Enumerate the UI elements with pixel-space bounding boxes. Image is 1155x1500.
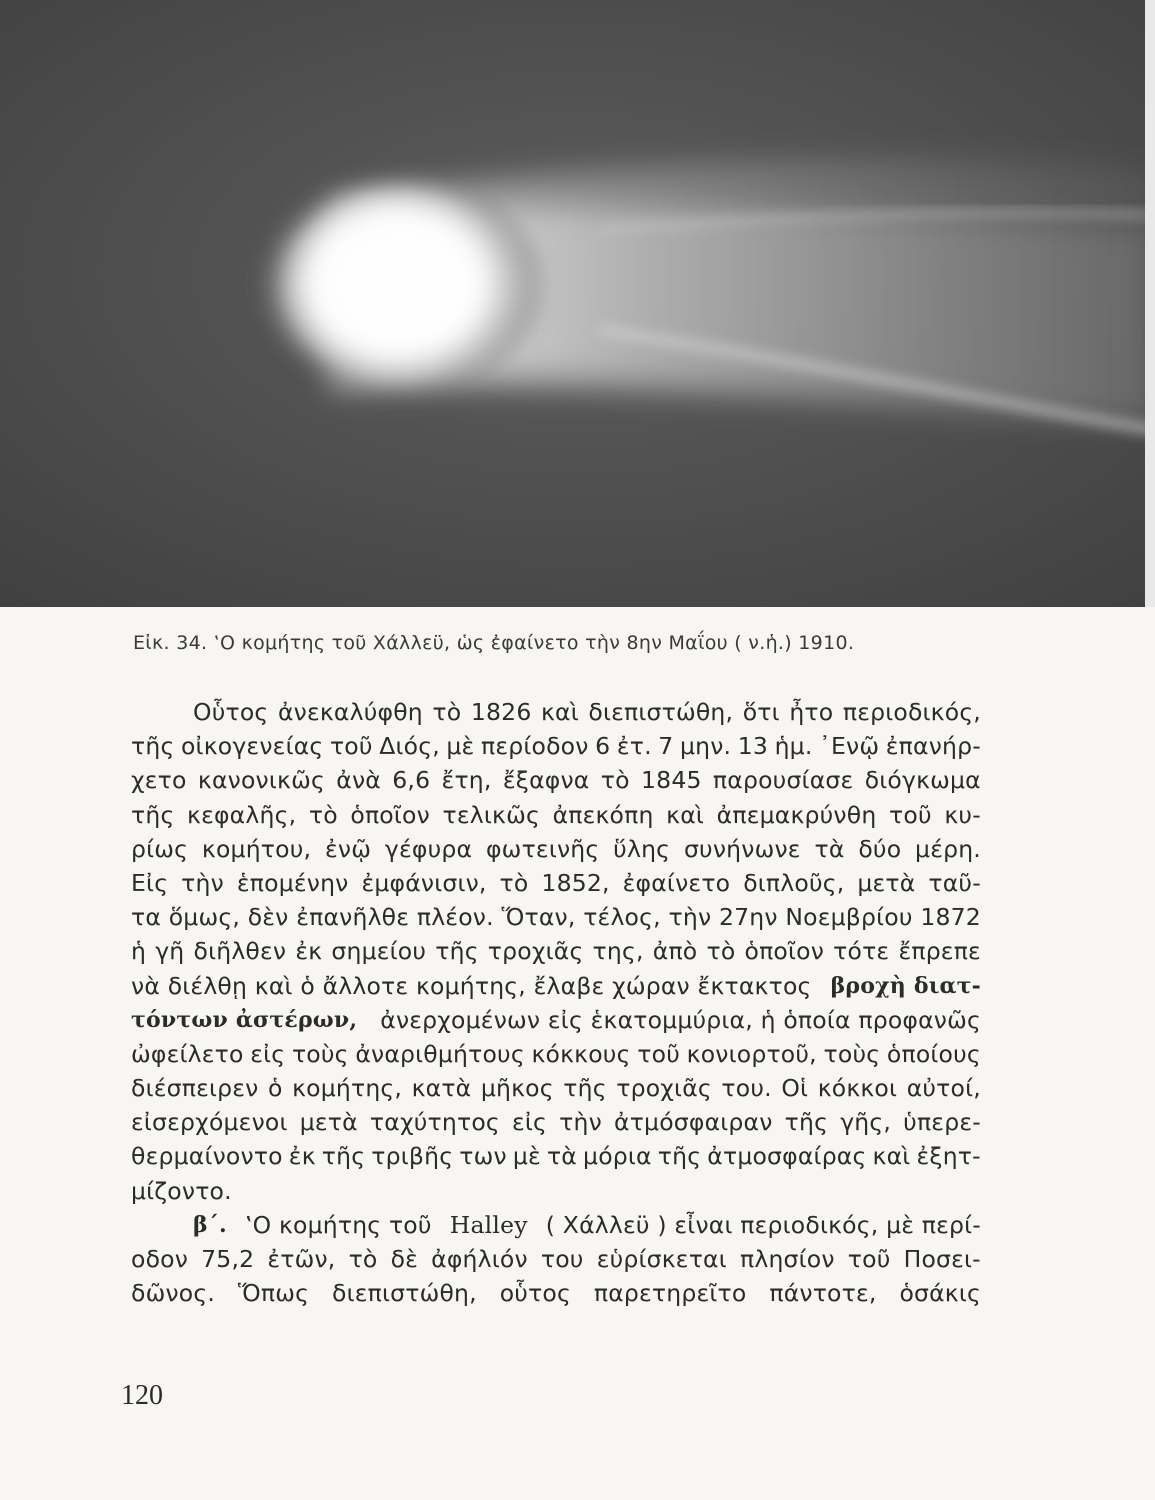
word: του bbox=[540, 1245, 584, 1273]
word: 6,6 bbox=[392, 766, 431, 795]
word: πάντοτε, bbox=[769, 1279, 877, 1308]
word: κανονικῶς bbox=[197, 766, 325, 795]
text-line bbox=[131, 729, 981, 763]
word: συνήνωνε bbox=[683, 834, 801, 863]
word: φωτεινῆς bbox=[485, 834, 600, 863]
word: μὲ bbox=[512, 1142, 541, 1171]
word: χετο bbox=[131, 766, 187, 795]
word: διεπιστώθη, bbox=[332, 1279, 477, 1308]
word: 7 bbox=[658, 732, 674, 761]
word: τότε bbox=[833, 937, 890, 966]
word: οδον bbox=[131, 1245, 189, 1273]
word: ἐξητ- bbox=[916, 1142, 981, 1171]
word: ἀπεμακρύνθη bbox=[716, 800, 877, 829]
word: τῆς bbox=[435, 937, 479, 966]
word: εἰς bbox=[512, 1108, 548, 1137]
word: τὸ bbox=[348, 1245, 378, 1273]
word: τριβῆς bbox=[371, 1142, 454, 1171]
word: ᾿Ενῷ bbox=[819, 732, 880, 761]
word: οὗτος bbox=[499, 1279, 571, 1308]
word: 1872 bbox=[920, 903, 981, 932]
bold-term: τόντων ἀστέρων, bbox=[131, 1006, 358, 1033]
word: ἐτ. bbox=[616, 732, 652, 761]
word: Εἰς bbox=[131, 868, 169, 897]
word: οἰκογενείας bbox=[180, 732, 324, 761]
word: ἔπρεπε bbox=[898, 937, 981, 966]
word: ἐκ bbox=[288, 1142, 316, 1171]
word: δύο bbox=[858, 834, 902, 863]
word: διπλοῦς, bbox=[743, 868, 845, 897]
word: ταχύτητος bbox=[369, 1108, 500, 1137]
word: πλησίον bbox=[739, 1245, 835, 1273]
word: ἐπανήρ- bbox=[885, 732, 981, 761]
word: τὴν bbox=[668, 903, 712, 932]
word: ἀνὰ bbox=[336, 766, 381, 795]
word: τὸ bbox=[706, 937, 736, 966]
text-line bbox=[131, 1037, 981, 1071]
word: τροχιᾶς bbox=[487, 937, 584, 966]
word: διῆλθεν bbox=[193, 937, 287, 966]
word: μόρια bbox=[583, 1142, 652, 1171]
word: δῶνος. bbox=[131, 1279, 216, 1308]
word: τοῦ bbox=[889, 800, 932, 829]
text-line bbox=[131, 1003, 981, 1037]
text-line bbox=[131, 900, 981, 934]
word: τὰ bbox=[546, 1142, 577, 1171]
word: γῆς, bbox=[840, 1108, 892, 1137]
word: τῆς bbox=[131, 800, 175, 829]
word: ὅμως, bbox=[168, 903, 241, 932]
word: ἐμφάνισιν, bbox=[361, 868, 487, 897]
paragraph-marker: β΄. bbox=[193, 1211, 227, 1238]
word: ἔτη, bbox=[441, 766, 492, 795]
word: ἡμ. bbox=[774, 732, 813, 761]
word: ἐπανῆλθε bbox=[296, 903, 410, 932]
word: Διός, bbox=[379, 732, 440, 761]
word: ὁποίους bbox=[886, 1039, 981, 1068]
word: τελικῶς bbox=[442, 800, 540, 829]
word: κομήτου, bbox=[201, 834, 312, 863]
word: ἔξαφνα bbox=[502, 766, 590, 795]
word: δὲν bbox=[247, 903, 289, 932]
word: τέλος, bbox=[583, 903, 661, 932]
text-segment: ‛Ο κομήτης τοῦ bbox=[244, 1210, 432, 1239]
word: τὴν bbox=[181, 868, 224, 897]
word: του. bbox=[721, 1074, 772, 1103]
word: τοῦ bbox=[637, 1039, 680, 1068]
word: τῆς bbox=[784, 1108, 829, 1137]
word: ταῦ- bbox=[928, 868, 981, 897]
word: ὁποῖον bbox=[744, 937, 825, 966]
word: ὠφείλετο bbox=[131, 1039, 244, 1068]
word: τὴν bbox=[559, 1108, 602, 1137]
word: ἐτῶν, bbox=[267, 1245, 336, 1273]
word: κονιορτοῦ, bbox=[686, 1039, 817, 1068]
halley-name: Halley bbox=[449, 1210, 528, 1239]
word: ἀπὸ bbox=[652, 937, 698, 966]
word: τῆς bbox=[563, 1074, 607, 1103]
word: ὕλης bbox=[613, 834, 671, 863]
text-segment: ( Χάλλεϋ ) εἶναι περιοδικός, μὲ περί- bbox=[545, 1210, 981, 1239]
word: μην. bbox=[679, 732, 732, 761]
photo-page-margin bbox=[1145, 0, 1155, 607]
text-line bbox=[131, 969, 981, 1003]
text-line bbox=[131, 832, 981, 866]
word: ἀτμόσφαιραν bbox=[614, 1108, 773, 1137]
word: Νοεμβρίου bbox=[785, 903, 913, 932]
word: καὶ bbox=[540, 698, 579, 726]
text-line bbox=[131, 1208, 981, 1242]
word: γῆ bbox=[155, 937, 185, 966]
figure-caption: Εἰκ. 34. ‛Ο κομήτης τοῦ Χάλλεϋ, ὡς ἐφαίνετο τὴν 8ην Μαΐου ( ν.ἡ.) 1910. bbox=[133, 632, 855, 654]
word: ἀφήλιόν bbox=[431, 1245, 528, 1273]
word: 13 bbox=[737, 732, 769, 761]
text-segment: ἀνερχομένων εἰς ἑκατομμύρια, ἡ ὁποία προφανῶς bbox=[380, 1005, 981, 1034]
word: διόγκωμα bbox=[864, 766, 981, 795]
word: σημείου bbox=[331, 937, 427, 966]
word: τὰ bbox=[814, 834, 845, 863]
page-number: 120 bbox=[121, 1380, 163, 1411]
body-text bbox=[131, 695, 981, 1310]
word: ἡ bbox=[131, 937, 147, 966]
word: ἀπεκόπη bbox=[552, 800, 654, 829]
comet-halley-image bbox=[0, 0, 1155, 607]
text-line bbox=[131, 695, 981, 729]
word: 27ην bbox=[718, 903, 778, 932]
word: τοῦ bbox=[847, 1245, 891, 1273]
text-line: μίζοντο. bbox=[131, 1176, 232, 1205]
word: πλέον. bbox=[416, 903, 494, 932]
text-line bbox=[131, 866, 981, 900]
word: ὁποῖον bbox=[350, 800, 430, 829]
word: μετὰ bbox=[857, 868, 916, 897]
word: παρετηρεῖτο bbox=[593, 1279, 747, 1308]
word: μῆκος bbox=[480, 1074, 554, 1103]
word: τῆς bbox=[657, 1142, 702, 1171]
word: εἰς bbox=[250, 1039, 286, 1068]
text-line bbox=[131, 934, 981, 968]
word: κόκκους bbox=[531, 1039, 631, 1068]
word: ὑπερε- bbox=[903, 1108, 981, 1137]
word: αὐτοί, bbox=[906, 1074, 981, 1103]
word: θερμαίνοντο bbox=[131, 1142, 283, 1171]
word: κόκκοι bbox=[817, 1074, 898, 1103]
word: 1852, bbox=[541, 868, 610, 897]
word: τὸ bbox=[600, 766, 630, 795]
word: της, bbox=[592, 937, 644, 966]
word: Οἱ bbox=[781, 1074, 809, 1103]
word: Ὅταν, bbox=[501, 903, 576, 932]
text-line bbox=[131, 763, 981, 797]
text-line bbox=[131, 1242, 981, 1276]
word: ἑπομένην bbox=[236, 868, 349, 897]
word: γέφυρα bbox=[384, 834, 473, 863]
word: περιοδικός, bbox=[842, 698, 981, 726]
word: εἰσερχόμενοι bbox=[131, 1108, 288, 1137]
text-line bbox=[131, 1276, 981, 1310]
word: διεπιστώθη, bbox=[588, 698, 734, 726]
word: 75,2 bbox=[201, 1245, 255, 1273]
word: ἀναριθμήτους bbox=[355, 1039, 525, 1068]
word: κεφαλῆς, bbox=[187, 800, 297, 829]
word: μέρη. bbox=[915, 834, 981, 863]
word: εὑρίσκεται bbox=[596, 1245, 727, 1273]
word: τὸ bbox=[499, 868, 529, 897]
word: ὅτι bbox=[742, 698, 780, 726]
word: ἀτμοσφαίρας bbox=[707, 1142, 867, 1171]
word: δὲ bbox=[390, 1245, 419, 1273]
word: κατὰ bbox=[411, 1074, 472, 1103]
word: τοὺς bbox=[823, 1039, 881, 1068]
comet-photograph bbox=[0, 0, 1155, 607]
word: ὁ bbox=[268, 1074, 283, 1103]
word: καὶ bbox=[872, 1142, 911, 1171]
word: ἐνῷ bbox=[324, 834, 372, 863]
word: ὁσάκις bbox=[899, 1279, 981, 1308]
word: καὶ bbox=[666, 800, 705, 829]
word: μὲ bbox=[446, 732, 475, 761]
word: ἐφαίνετο bbox=[622, 868, 731, 897]
text-line bbox=[131, 1105, 981, 1139]
text-line bbox=[131, 1139, 981, 1173]
word: ἐκ bbox=[295, 937, 323, 966]
word: 6 bbox=[595, 732, 611, 761]
bold-term: βροχὴ διατ- bbox=[830, 972, 981, 999]
word: τῆς bbox=[321, 1142, 366, 1171]
word: κυ- bbox=[944, 800, 981, 829]
text-line bbox=[131, 1071, 981, 1105]
word: ρίως bbox=[131, 834, 189, 863]
word: τῆς bbox=[131, 732, 175, 761]
word: ἀνεκαλύφθη bbox=[277, 698, 423, 726]
word: περίοδον bbox=[481, 732, 589, 761]
word: τὸ bbox=[432, 698, 462, 726]
word: Ποσει- bbox=[903, 1245, 981, 1273]
word: τροχιᾶς bbox=[616, 1074, 712, 1103]
word: διέσπειρεν bbox=[131, 1074, 259, 1103]
word: τὸ bbox=[308, 800, 338, 829]
word: τοῦ bbox=[329, 732, 373, 761]
word: Οὗτος bbox=[193, 698, 269, 726]
word: τα bbox=[131, 903, 162, 932]
text-line bbox=[131, 798, 981, 832]
word: κομήτης, bbox=[292, 1074, 403, 1103]
word: ἦτο bbox=[789, 698, 834, 726]
word: μετὰ bbox=[299, 1108, 358, 1137]
word: τοὺς bbox=[291, 1039, 349, 1068]
word: 1826 bbox=[470, 698, 532, 726]
word: 1845 bbox=[641, 766, 702, 795]
text-segment: νὰ διέλθῃ καὶ ὁ ἄλλοτε κομήτης, ἔλαβε χώραν ἔκτακτος bbox=[131, 971, 812, 1000]
word: των bbox=[459, 1142, 507, 1171]
word: παρουσίασε bbox=[712, 766, 854, 795]
word: Ὅπως bbox=[237, 1279, 310, 1308]
